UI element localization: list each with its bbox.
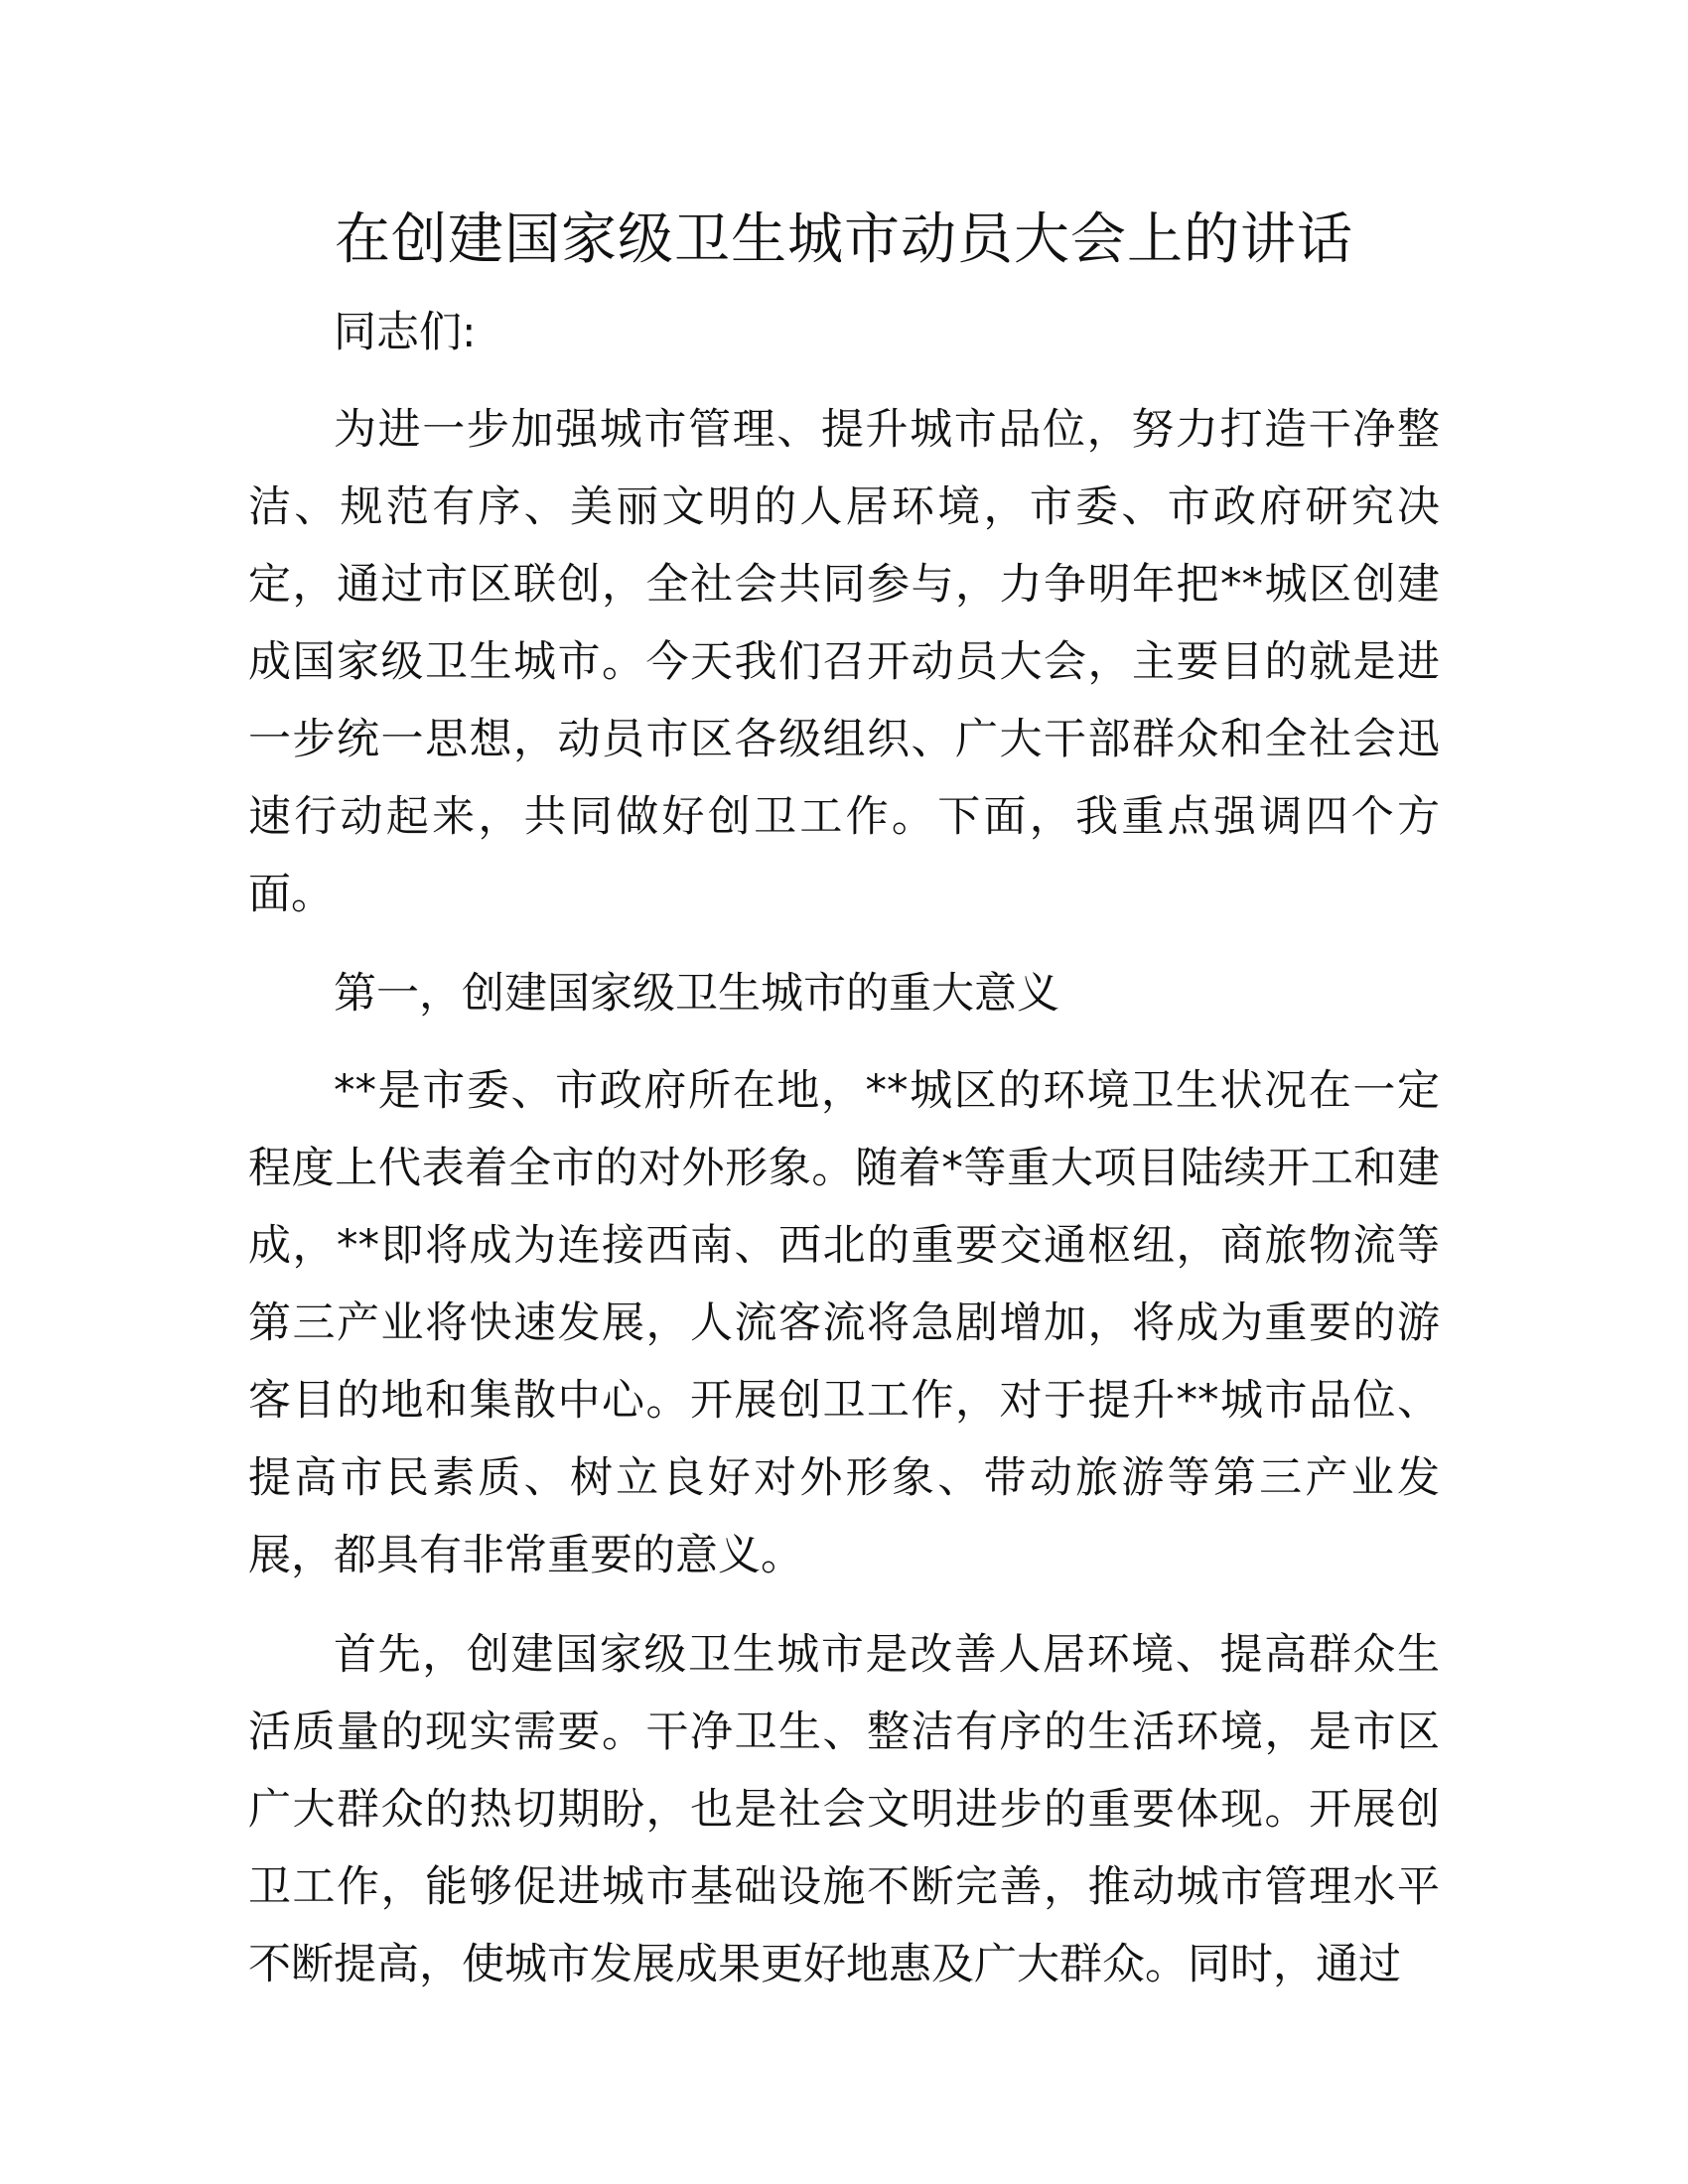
document-title: 在创建国家级卫生城市动员大会上的讲话 [335, 207, 1353, 272]
section-paragraph: **是市委、市政府所在地，**城区的环境卫生状况在一定程度上代表着全市的对外形象。随着*等重大项目陆续开工和建成，**即将成为连接西南、西北的重要交通枢纽，商旅物流等第三产业将快速发展，人流客流将急剧增加，将成为重要的游客目的地和集散中心。开展创卫工作，对于提升**城市品位、提高市民素质、树立良好对外形象、带动旅游等第三产业发展，都具有非常重要的意义。 [248, 1066, 1440, 1580]
document-body [248, 294, 1440, 2025]
section-heading: 第一，创建国家级卫生城市的重大意义 [334, 969, 1059, 1019]
intro-paragraph: 为进一步加强城市管理、提升城市品位，努力打造干净整洁、规范有序、美丽文明的人居环境，市委、市政府研究决定，通过市区联创，全社会共同参与，力争明年把**城区创建成国家级卫生城市。今天我们召开动员大会，主要目的就是进一步统一思想，动员市区各级组织、广大干部群众和全社会迅速行动起来，共同做好创卫工作。下面，我重点强调四个方面。 [248, 405, 1440, 919]
section-paragraph: 首先，创建国家级卫生城市是改善人居环境、提高群众生活质量的现实需要。干净卫生、整洁有序的生活环境，是市区广大群众的热切期盼，也是社会文明进步的重要体现。开展创卫工作，能够促进城市基础设施不断完善，推动城市管理水平不断提高，使城市发展成果更好地惠及广大群众。同时，通过 [248, 1630, 1440, 1989]
greeting: 同志们: [334, 308, 477, 357]
